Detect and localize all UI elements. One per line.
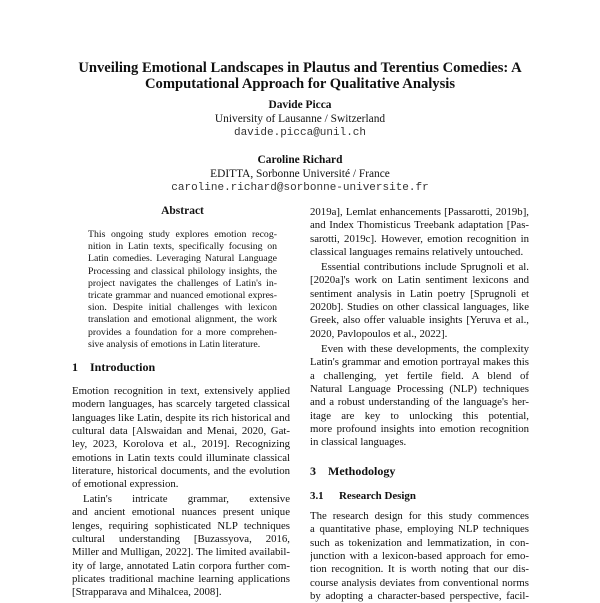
text-line: course analysis deviates from conventional norms [310, 576, 529, 589]
section-title: Methodology [328, 464, 396, 478]
text-line: Emotion recognition in text, extensively applied [72, 385, 290, 397]
text-line: 2020b]. Studies on other classical languages, like [310, 301, 529, 314]
section-heading-introduction [72, 360, 155, 375]
text-line: Even with these developments, the complexity [321, 343, 529, 355]
text-line: provides a foundation for a more comprehen- [88, 326, 277, 338]
text-line: cultural data [Alswaidan and Menai, 2020, Gat- [72, 425, 290, 438]
text-line: and Index Thomisticus Treebank adaptation [Pas- [310, 219, 529, 232]
text-line: a quantitative phase, employing NLP techniques [310, 523, 529, 536]
text-line: a challenging, yet fertile field. A blend of [310, 369, 529, 382]
text-line: emotions in Latin texts could illuminate classical [72, 451, 290, 464]
text-line: 2019a], Lemlat enhancements [Passarotti, 2019b], [310, 206, 529, 218]
abstract-text [88, 229, 277, 351]
text-line: Essential contributions include Sprugnoli et al. [321, 261, 529, 273]
text-line: Greek, also offer valuable insights [Yeruva et al., [310, 314, 529, 327]
text-line: Latin comedies. Leveraging Natural Language [88, 253, 277, 265]
text-line: sarotti, 2019c]. However, emotion recognition in [310, 232, 529, 245]
text-line: of emotional expression. [72, 478, 179, 491]
section-heading-methodology [310, 464, 395, 479]
text-line: [Strapparava and Mihalcea, 2008]. [72, 586, 222, 599]
text-line: [2020a]'s work on Latin sentiment lexicons and [310, 274, 529, 287]
text-line: by adopting a character-based perspective, facil- [310, 590, 529, 603]
text-line: modern languages, has scarcely targeted classical [72, 398, 290, 411]
author-email[interactable]: caroline.richard@sorbonne-universite.fr [171, 182, 429, 194]
author-name: Davide Picca [268, 99, 332, 111]
text-line: junction with a lexicon-based approach for emo- [310, 550, 529, 563]
title-line-2: Computational Approach for Qualitative Analysis [144, 76, 456, 92]
text-line: and a robust understanding of the language's her- [310, 396, 529, 409]
intro-paragraph-1 [72, 385, 290, 492]
section-title: Introduction [90, 360, 156, 374]
section-number: 3 [310, 464, 316, 478]
text-line: classical languages remains relatively untouched. [310, 246, 524, 259]
subsection-heading-research-design [310, 490, 416, 502]
text-line: and ancient emotional nuances present unique [72, 506, 290, 519]
author-block-1 [0, 98, 600, 140]
subsection-title: Research Design [339, 490, 416, 502]
text-line: Latin's intricate grammar, extensive [83, 493, 290, 505]
text-line: nition in Latin texts, specifically focusing on [88, 241, 277, 253]
text-line: literature, historical documents, and the evolution [72, 465, 290, 478]
text-line: Natural Language Processing (NLP) techniques [310, 383, 529, 396]
text-line: such as tokenization and lemmatization, in con- [310, 536, 529, 549]
text-line: tion recognition. It is worth noting that our dis- [310, 563, 529, 576]
text-line: cultural understanding [Buzassyova, 2016, [72, 533, 290, 546]
section-number: 1 [72, 360, 78, 374]
text-line: sion. Despite initial challenges with lexicon [88, 302, 277, 314]
text-line: ity of large, annotated Latin corpora further com- [72, 559, 290, 572]
paper-title [0, 60, 600, 92]
right-paragraph-2 [310, 261, 529, 341]
text-line: plicates traditional machine learning applications [72, 573, 290, 586]
author-email[interactable]: davide.picca@unil.ch [233, 127, 367, 139]
text-line: sentiment analysis in Latin poetry [Sprugnoli et [310, 287, 529, 300]
text-line: translation and emotional alignment, the work [88, 314, 277, 326]
author-block-2 [0, 153, 600, 195]
text-line: Processing and classical philology insights, the [88, 265, 277, 277]
text-line: 2020, Pavlopoulos et al., 2022]. [310, 327, 448, 340]
right-paragraph-1 [310, 206, 529, 259]
author-name: Caroline Richard [257, 154, 343, 166]
text-line: ley, 2023, Korolova et al., 2019]. Recognizing [72, 438, 290, 451]
abstract-heading: Abstract [161, 205, 204, 217]
right-paragraph-3 [310, 343, 529, 450]
subsection-number: 3.1 [310, 490, 324, 502]
text-line: Latin's grammar and emotion portrayal makes this [310, 356, 529, 369]
text-line: This ongoing study explores emotion recog- [88, 229, 277, 240]
text-line: sive analysis of emotions in Latin literature. [88, 338, 261, 350]
text-line: lenges, requiring sophisticated NLP techniques [72, 519, 290, 532]
text-line: itage are key to unlocking this potential, [310, 409, 529, 422]
author-affiliation: University of Lausanne / Switzerland [214, 113, 386, 125]
title-line-1: Unveiling Emotional Landscapes in Plautus and Terentius Comedies: A [78, 60, 522, 76]
text-line: languages like Latin, despite its rich historical and [72, 411, 290, 424]
research-design-paragraph [310, 510, 529, 603]
text-line: project navigates the challenges of Latin's in- [88, 277, 277, 289]
author-affiliation: EDITTA, Sorbonne Université / France [210, 168, 390, 180]
text-line: tricate grammar and nuanced emotional expres- [88, 289, 277, 301]
intro-paragraph-2 [72, 493, 290, 600]
text-line: more profound insights into emotion recognition [310, 423, 529, 436]
text-line: in classical languages. [310, 436, 407, 449]
text-line: The research design for this study commences [310, 510, 529, 522]
text-line: Miller and Mulligan, 2022]. The limited availabil- [72, 546, 290, 559]
